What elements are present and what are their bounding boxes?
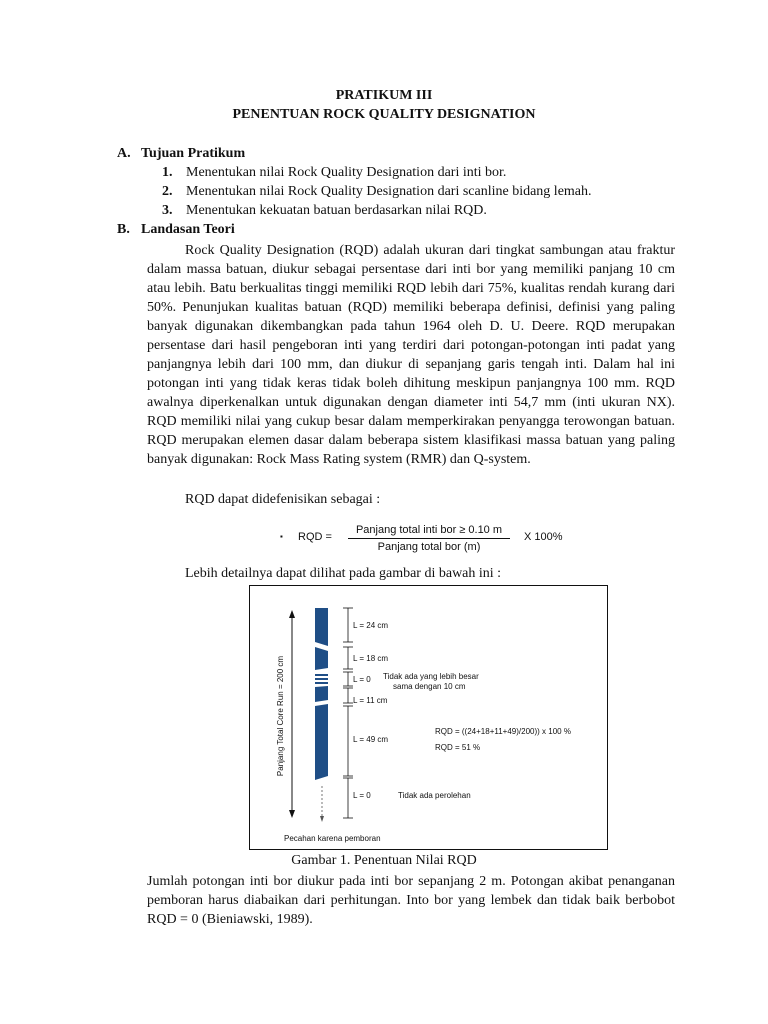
segment-label: L = 0 xyxy=(353,675,371,684)
segment-label: L = 24 cm xyxy=(353,621,389,630)
formula-numerator: Panjang total inti bor ≥ 0.10 m xyxy=(355,524,503,536)
note-no-recovery: Tidak ada perolehan xyxy=(398,791,471,800)
core-piece xyxy=(315,608,328,646)
segment-label: L = 49 cm xyxy=(353,735,389,744)
closing-paragraph: Jumlah potongan inti bor diukur pada inti bor sepanjang 2 m. Potongan akibat penanganan pemboran harus diabaikan dari perhitungan. Into bor yang lembek dan tidak baik berbobot RQD = 0 (Bieniawski, 1989). xyxy=(147,874,675,927)
segment-label: L = 0 xyxy=(353,791,371,800)
objective-item xyxy=(162,165,506,181)
section-b-title: Landasan Teori xyxy=(141,222,235,237)
note-no-pieces-line1: Tidak ada yang lebih besar xyxy=(383,672,479,681)
total-run-arrow xyxy=(289,610,295,818)
rqd-diagram xyxy=(250,586,607,849)
core-fragment xyxy=(315,678,328,680)
figure-caption: Gambar 1. Penentuan Nilai RQD xyxy=(291,853,477,868)
objective-text: Menentukan nilai Rock Quality Designation dari inti bor. xyxy=(186,165,507,180)
definition-intro: RQD dapat didefenisikan sebagai : xyxy=(185,492,381,507)
fraction-bar xyxy=(348,538,510,539)
core-column xyxy=(315,608,328,822)
core-piece xyxy=(315,647,328,670)
note-no-pieces-line2: sama dengan 10 cm xyxy=(393,682,466,691)
rqd-result: RQD = 51 % xyxy=(435,743,481,752)
section-a-heading xyxy=(117,146,245,162)
formula-lhs: RQD = xyxy=(298,531,332,543)
rqd-formula xyxy=(280,524,590,560)
core-piece xyxy=(315,704,328,780)
doc-subtitle: PENENTUAN ROCK QUALITY DESIGNATION xyxy=(232,107,536,122)
total-run-label: Panjang Total Core Run = 200 cm xyxy=(276,655,285,777)
section-a-letter: A. xyxy=(117,146,131,161)
drilling-break-label: Pecahan karena pemboran xyxy=(284,834,381,843)
segment-label: L = 18 cm xyxy=(353,654,389,663)
rqd-figure xyxy=(249,585,608,850)
rqd-calculation: RQD = ((24+18+11+49)/200)) x 100 % xyxy=(435,727,571,736)
section-a-title: Tujuan Pratikum xyxy=(141,146,246,161)
section-b-letter: B. xyxy=(117,222,130,237)
theory-paragraph: Rock Quality Designation (RQD) adalah ukuran dari tingkat sambungan atau fraktur dalam massa batuan, diukur sebagai persentase dari inti bor yang memiliki panjang 10 cm atau lebih. Batu berkualitas tinggi memiliki RQD lebih dari 75%, kualitas rendah kurang dari 50%. Penunjukan kualitas batuan (RQD) memiliki beberapa definisi, definisi yang paling banyak digunakan dikembangkan pada tahun 1964 oleh D. U. Deere. RQD merupakan persentase dari hasil pengeboran inti yang terdiri dari potongan-potongan inti padat yang panjangnya lebih dari 100 mm, dan diukur di sepanjang garis tengah inti. Dalam hal ini potongan inti yang tidak keras tidak boleh dihitung meskipun panjangnya 100 mm. RQD awalnya diperkenalkan untuk digunakan dengan diameter inti 54,7 mm (inti ukuran NX). RQD memiliki nilai yang cukup besar dalam memperkirakan penyangga terowongan batuan. RQD merupakan elemen dasar dalam beberapa sistem klasifikasi massa batuan yang paling banyak digunakan: Rock Mass Rating system (RMR) dan Q-system. xyxy=(147,243,675,467)
core-fragment xyxy=(315,674,328,676)
detail-intro: Lebih detailnya dapat dilihat pada gambar di bawah ini : xyxy=(185,566,502,581)
formula-rhs: X 100% xyxy=(524,531,563,543)
objective-number: 2. xyxy=(162,184,173,199)
segment-label: L = 11 cm xyxy=(353,696,388,705)
core-fragment xyxy=(315,682,328,684)
objective-item xyxy=(162,203,487,219)
formula-denominator: Panjang total bor (m) xyxy=(377,541,481,553)
segment-dimensions xyxy=(343,608,353,818)
section-b-heading xyxy=(117,222,235,238)
objective-item xyxy=(162,184,592,200)
core-piece xyxy=(315,686,328,702)
objective-text: Menentukan nilai Rock Quality Designation dari scanline bidang lemah. xyxy=(186,184,592,199)
objective-number: 3. xyxy=(162,203,173,218)
formula-fraction xyxy=(348,524,510,553)
bullet-icon: ▪ xyxy=(280,532,283,541)
objective-text: Menentukan kekuatan batuan berdasarkan nilai RQD. xyxy=(186,203,487,218)
doc-title: PRATIKUM III xyxy=(335,88,433,103)
objective-number: 1. xyxy=(162,165,173,180)
